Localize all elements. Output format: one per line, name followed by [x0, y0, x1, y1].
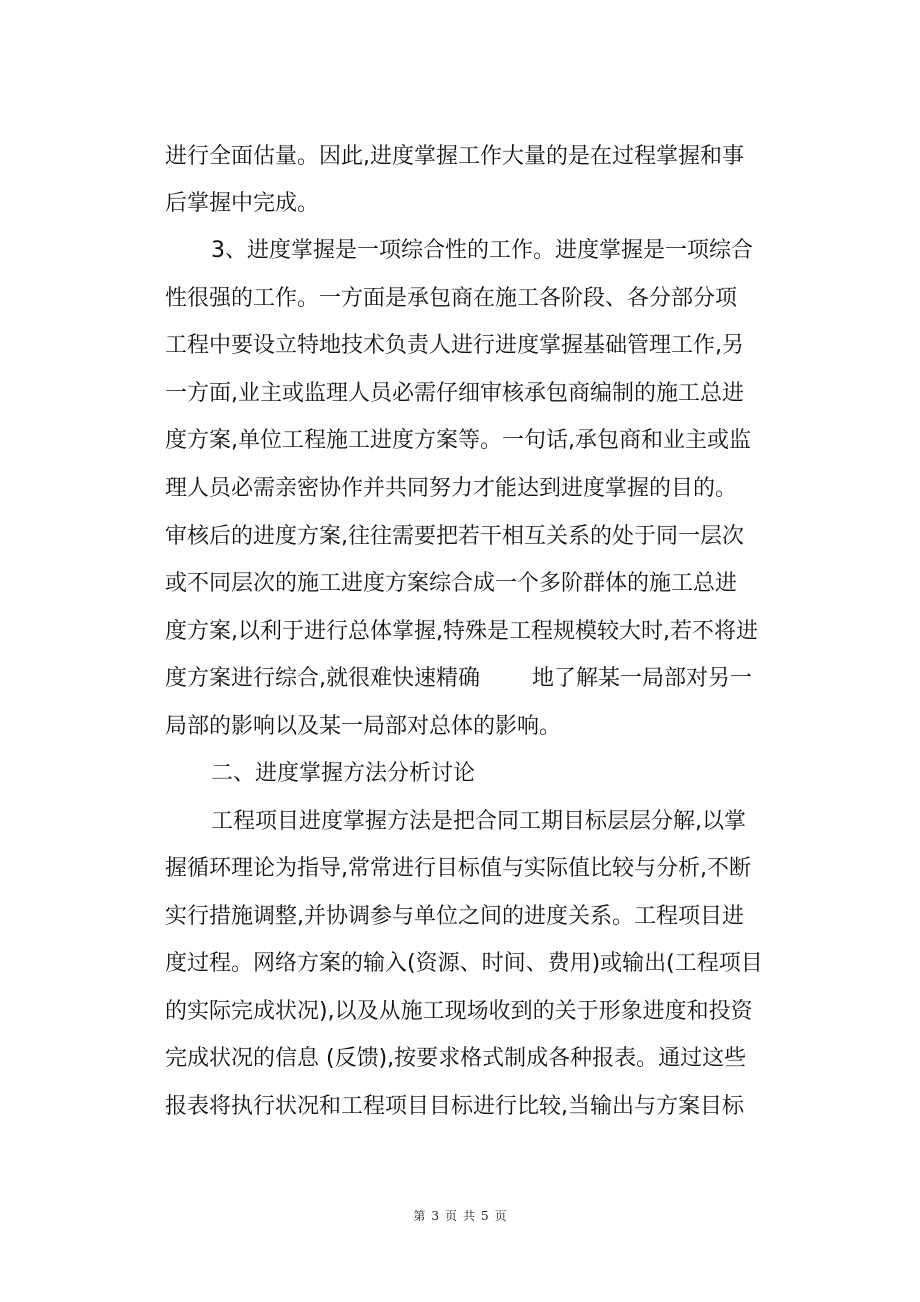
paragraph-line: 后掌握中完成。 — [165, 191, 320, 216]
paragraph-line — [165, 659, 785, 699]
paragraph-line: 或不同层次的施工进度方案综合成一个多阶群体的施工总进 — [165, 571, 738, 596]
page-footer — [0, 1207, 920, 1225]
paragraph-line: 报表将执行状况和工程项目目标进行比较,当输出与方案目标 — [165, 1094, 744, 1119]
paragraph-line: 3、进度掌握是一项综合性的工作。进度掌握是一项综合 — [211, 238, 753, 263]
paragraph-line: 的实际完成状况),以及从施工现场收到的关于形象进度和投资 — [165, 999, 753, 1024]
footer-total-word: 共 — [463, 1209, 476, 1223]
page-number-total: 5 — [481, 1209, 489, 1223]
paragraph-line: 进行全面估量。因此,进度掌握工作大量的是在过程掌握和事 — [165, 144, 744, 169]
paragraph-line: 理人员必需亲密协作并共同努力才能达到进度掌握的目的。 — [165, 476, 738, 501]
paragraph-line-part: 地了解某一局部对另一 — [532, 666, 753, 691]
paragraph-line: 审核后的进度方案,往往需要把若干相互关系的处于同一层次 — [165, 524, 744, 549]
paragraph-line: 度方案,单位工程施工进度方案等。一句话,承包商和业主或监 — [165, 428, 751, 453]
paragraph-line: 工程中要设立特地技术负责人进行进度掌握基础管理工作,另 — [165, 333, 744, 358]
paragraph-line: 度过程。网络方案的输入(资源、时间、费用)或输出(工程项目 — [165, 951, 763, 976]
paragraph-line-part: 度方案进行综合,就很难快速精确 — [165, 666, 480, 691]
paragraph-line: 一方面,业主或监理人员必需仔细审核承包商编制的施工总进 — [165, 381, 744, 406]
paragraph-line: 度方案,以利于进行总体掌握,特殊是工程规模较大时,若不将进 — [165, 619, 758, 644]
paragraph-line: 性很强的工作。一方面是承包商在施工各阶段、各分部分项 — [165, 286, 738, 311]
paragraph-line: 完成状况的信息 (反馈),按要求格式制成各种报表。通过这些 — [165, 1046, 747, 1071]
section-heading: 二、进度掌握方法分析讨论 — [211, 761, 476, 786]
paragraph-line: 局部的影响以及某一局部对总体的影响。 — [165, 714, 562, 739]
page-number-current: 3 — [431, 1209, 439, 1223]
paragraph-line: 工程项目进度掌握方法是把合同工期目标层层分解,以掌 — [211, 809, 746, 834]
footer-prefix: 第 — [413, 1209, 426, 1223]
paragraph-line: 握循环理论为指导,常常进行目标值与实际值比较与分析,不断 — [165, 856, 751, 881]
footer-page-word-2: 页 — [494, 1209, 507, 1223]
footer-page-word: 页 — [444, 1209, 457, 1223]
paragraph-line: 实行措施调整,并协调参与单位之间的进度关系。工程项目进 — [165, 904, 744, 929]
